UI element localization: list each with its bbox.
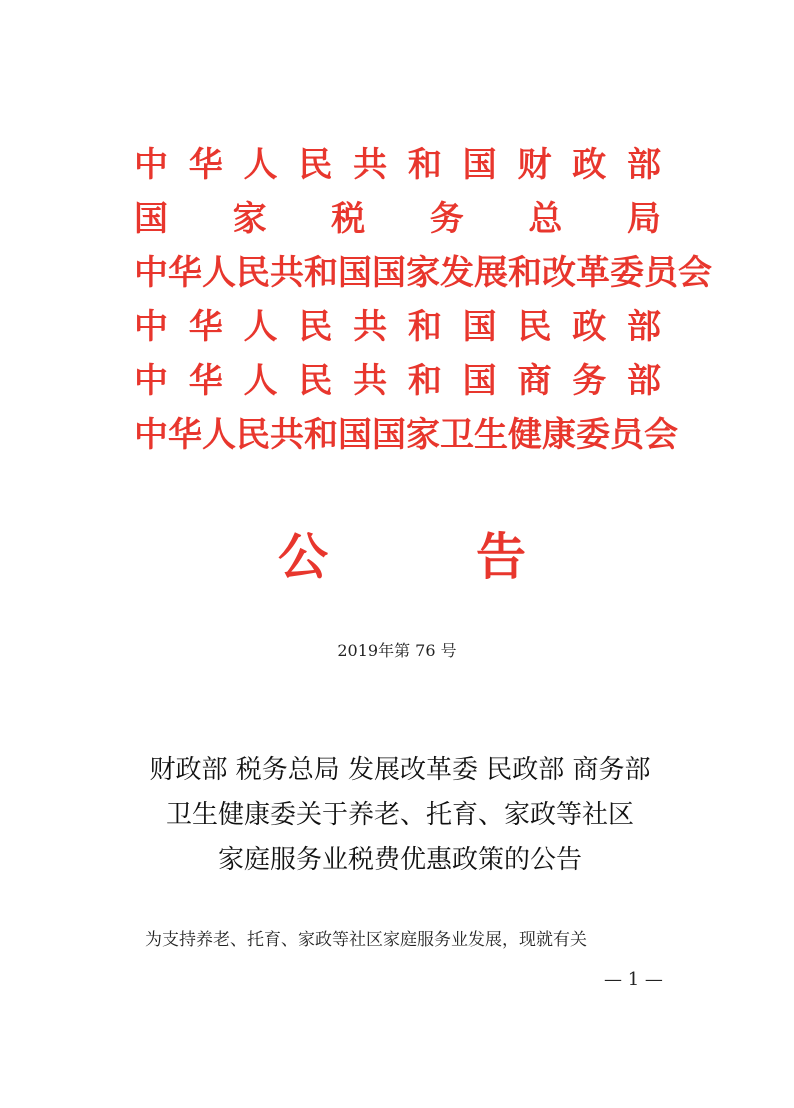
issuer-state-taxation-administration: 国家税务总局: [134, 199, 726, 239]
issuer-ndrc: 中华人民共和国国家发展和改革委员会: [134, 253, 712, 293]
heading-line: 卫生健康委关于养老、托育、家政等社区: [165, 800, 634, 830]
issuer-ministry-of-civil-affairs: 中华人民共和国民政部: [134, 307, 682, 347]
document-number: 2019年第 76 号: [337, 641, 457, 660]
issuer-ministry-of-commerce: 中华人民共和国商务部: [134, 361, 682, 401]
document-heading: [60, 748, 740, 883]
issuer-national-health-commission: 中华人民共和国国家卫生健康委员会: [134, 415, 678, 455]
heading-line: 家庭服务业税费优惠政策的公告: [217, 845, 582, 875]
page-number: — 1 —: [604, 969, 663, 990]
issuer-ministry-of-finance: 中华人民共和国财政部: [134, 145, 682, 185]
heading-line: 财政部 税务总局 发展改革委 民政部 商务部: [149, 755, 651, 785]
body-paragraph: 为支持养老、托育、家政等社区家庭服务业发展，现就有关: [145, 930, 587, 950]
issuing-authorities: [134, 138, 726, 462]
notice-title: 公告: [278, 527, 526, 586]
